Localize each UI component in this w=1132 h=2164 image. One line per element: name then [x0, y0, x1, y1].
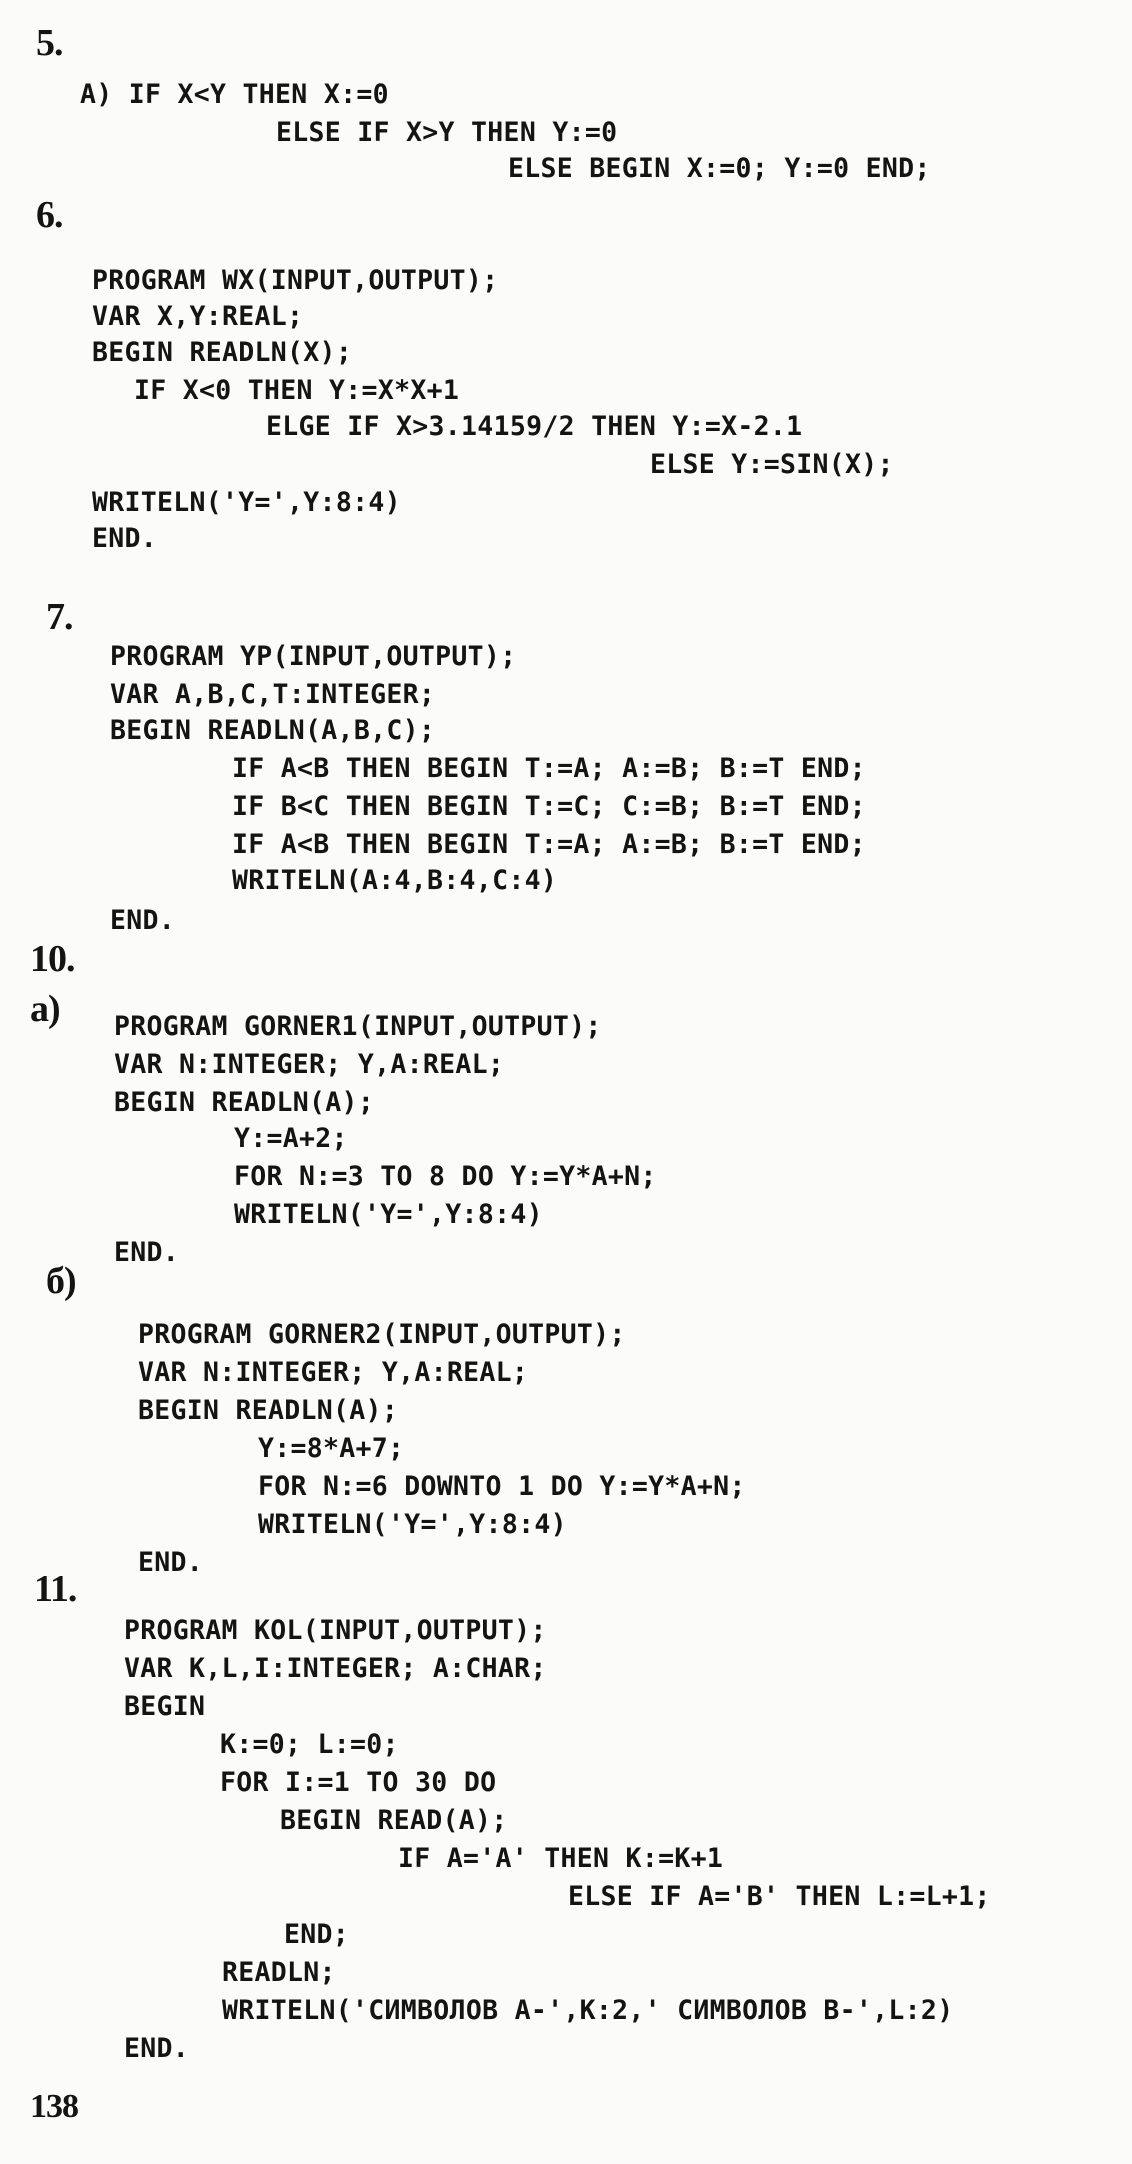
code-line: BEGIN READLN(X); — [92, 337, 353, 368]
code-line: VAR A,B,C,T:INTEGER; — [110, 679, 436, 710]
code-line: END. — [124, 2033, 190, 2064]
code-line: END; — [284, 1919, 350, 1950]
code-line: VAR K,L,I:INTEGER; A:CHAR; — [124, 1653, 547, 1684]
code-line: FOR N:=6 DOWNTO 1 DO Y:=Y*A+N; — [258, 1471, 746, 1502]
subpart-label-b: б) — [46, 1260, 76, 1302]
code-line: IF A='A' THEN K:=K+1 — [398, 1843, 724, 1874]
code-line: PROGRAM GORNER2(INPUT,OUTPUT); — [138, 1319, 626, 1350]
code-line: END. — [138, 1547, 204, 1578]
code-line: READLN; — [222, 1957, 336, 1988]
code-line: PROGRAM GORNER1(INPUT,OUTPUT); — [114, 1011, 602, 1042]
code-line: WRITELN('Y=',Y:8:4) — [234, 1199, 543, 1230]
code-line: IF B<C THEN BEGIN T:=C; C:=B; B:=T END; — [232, 791, 866, 822]
code-line: WRITELN('Y=',Y:8:4) — [92, 487, 401, 518]
code-line: PROGRAM YP(INPUT,OUTPUT); — [110, 641, 517, 672]
code-line: BEGIN READLN(A); — [138, 1395, 399, 1426]
code-line: IF X<0 THEN Y:=X*X+1 — [134, 375, 460, 406]
exercise-number-10: 10. — [30, 938, 75, 980]
code-line: WRITELN(A:4,B:4,C:4) — [232, 865, 558, 896]
code-line: ELSE IF A='B' THEN L:=L+1; — [568, 1881, 991, 1912]
exercise-number-11: 11. — [34, 1568, 77, 1610]
code-line: END. — [110, 905, 176, 936]
code-line: PROGRAM WX(INPUT,OUTPUT); — [92, 265, 499, 296]
code-line: K:=0; L:=0; — [220, 1729, 399, 1760]
code-line: Y:=8*A+7; — [258, 1433, 405, 1464]
code-line: VAR N:INTEGER; Y,A:REAL; — [138, 1357, 529, 1388]
code-line: END. — [92, 523, 158, 554]
code-line: IF A<B THEN BEGIN T:=A; A:=B; B:=T END; — [232, 753, 866, 784]
exercise-number-5: 5. — [36, 22, 63, 64]
code-line: ELGE IF X>3.14159/2 THEN Y:=X-2.1 — [266, 411, 803, 442]
code-line: VAR X,Y:REAL; — [92, 301, 304, 332]
page-number: 138 — [30, 2088, 78, 2125]
code-line: FOR I:=1 TO 30 DO — [220, 1767, 497, 1798]
code-line: A) IF X<Y THEN X:=0 — [80, 79, 389, 110]
subpart-label-a: a) — [30, 988, 60, 1030]
code-line: END. — [114, 1237, 180, 1268]
code-line: BEGIN — [124, 1691, 206, 1722]
code-line: IF A<B THEN BEGIN T:=A; A:=B; B:=T END; — [232, 829, 866, 860]
code-line: WRITELN('СИМВОЛОВ A-',K:2,' СИМВОЛОВ B-',L:2) — [222, 1995, 954, 2026]
code-line: ELSE Y:=SIN(X); — [650, 449, 894, 480]
code-line: WRITELN('Y=',Y:8:4) — [258, 1509, 567, 1540]
code-line: VAR N:INTEGER; Y,A:REAL; — [114, 1049, 505, 1080]
code-line: ELSE BEGIN X:=0; Y:=0 END; — [508, 153, 931, 184]
code-line: BEGIN READ(A); — [280, 1805, 508, 1836]
code-line: ELSE IF X>Y THEN Y:=0 — [276, 117, 618, 148]
code-line: BEGIN READLN(A,B,C); — [110, 715, 436, 746]
exercise-number-7: 7. — [46, 596, 73, 638]
exercise-number-6: 6. — [36, 194, 63, 236]
code-line: FOR N:=3 TO 8 DO Y:=Y*A+N; — [234, 1161, 657, 1192]
code-line: PROGRAM KOL(INPUT,OUTPUT); — [124, 1615, 547, 1646]
code-line: Y:=A+2; — [234, 1123, 348, 1154]
code-line: BEGIN READLN(A); — [114, 1087, 375, 1118]
